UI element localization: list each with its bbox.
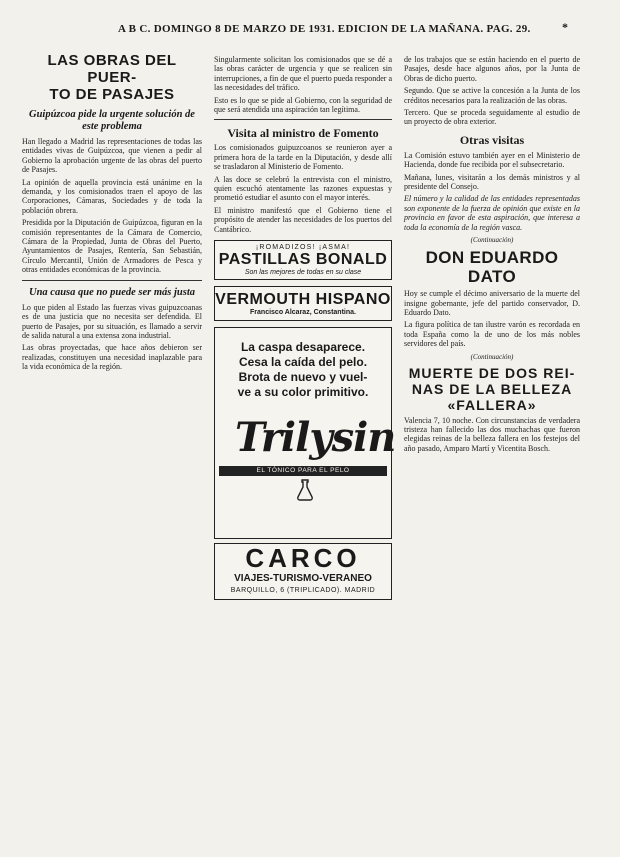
- trilysin-banner: EL TÓNICO PARA EL PELO: [219, 466, 387, 476]
- paragraph: de los trabajos que se están haciendo en el puerto de Pasajes, desde hace algunos años, por la Junta de Obras de dicho puerto.: [404, 55, 580, 83]
- paragraph: Tercero. Que se proceda seguidamente al estudio de un proyecto de obra exterior.: [404, 108, 580, 127]
- paragraph: Lo que piden al Estado las fuerzas vivas guipuzcoanas es de una justicia que no necesita ser defendida. El puerto de Pasajes, por su situación, es llamado a servir de salida natural a una extensa zona industrial.: [22, 302, 202, 340]
- section-signature: (Continuación): [470, 236, 514, 245]
- headline-muerte-line3: «FALLERA»: [447, 396, 537, 413]
- paragraph: Esto es lo que se pide al Gobierno, con la seguridad de que será atendida una aspiración tan legítima.: [214, 95, 392, 115]
- ad-line: VIAJES-TURISMO-VERANEO: [234, 573, 372, 585]
- headline-muerte-line1: MUERTE DE DOS REI-: [408, 364, 576, 381]
- flask-icon: [293, 478, 317, 502]
- column-3: [404, 52, 580, 456]
- ad-line: BARQUILLO, 6 (TRIPLICADO). MADRID: [230, 587, 376, 595]
- ad-line: La caspa desaparece.: [240, 340, 366, 355]
- ad-line: Cesa la caída del pelo.: [238, 355, 368, 370]
- headline-obras-line1: LAS OBRAS DEL PUER-: [47, 52, 177, 86]
- paragraph: Segundo. Que se active la concesión a la Junta de los créditos necesarios para la realización de las obras.: [404, 86, 580, 105]
- ad-line: ¡ROMADIZOS! ¡ASMA!: [255, 244, 351, 252]
- paragraph: La figura política de tan ilustre varón es recordada en toda España como la de uno de los más nobles servidores del país.: [404, 320, 580, 349]
- paragraph: La opinión de aquella provincia está unánime en la demanda, y los comisionados traen el apoyo de las Corporaciones, Cámaras, Sociedades y de toda la población obrera.: [22, 177, 202, 215]
- paragraph: Las obras proyectadas, que hace años debieron ser realizadas, constituyen una necesidad inaplazable para la vida económica de la región.: [22, 343, 202, 372]
- trilysin-logo: Trilysin: [235, 414, 396, 462]
- headline-muerte-line2: NAS DE LA BELLEZA: [411, 380, 573, 397]
- ad-vermouth-hispano: [214, 286, 392, 321]
- paragraph: A las doce se celebró la entrevista con el ministro, quien escuchó atentamente las razones expuestas y prometió estudiar el asunto con el mayor interés.: [214, 174, 392, 203]
- subhead-otras-visitas: Otras visitas: [459, 132, 525, 147]
- ad-trilysin: [214, 327, 396, 539]
- paragraph: Hoy se cumple el décimo aniversario de la muerte del insigne gobernante, jefe del partido conservador, D. Eduardo Dato.: [404, 289, 580, 317]
- ad-carco: [214, 543, 392, 600]
- column-1: [22, 52, 202, 375]
- paragraph: Valencia 7, 10 noche. Con circunstancias de verdadera tristeza han fallecido las dos muchachas que fueron elegidas reinas de la belleza fallera en los festejos del año pasado, Amparo Martí y Vicentita Bosch.: [404, 415, 580, 453]
- headline-dato: DON EDUARDO DATO: [425, 248, 559, 287]
- paragraph: Los comisionados guipuzcoanos se reunieron ayer a primera hora de la tarde en la Diputación, y desde allí se trasladaron al Ministerio de Fomento.: [214, 143, 392, 172]
- ad-line: Son las mejores de todas en su clase: [244, 269, 362, 277]
- section-signature: (Continuación): [470, 352, 514, 361]
- ad-line: Brota de nuevo y vuel-: [238, 370, 368, 385]
- divider: [214, 119, 392, 120]
- ad-line: ve a su color primitivo.: [237, 385, 369, 400]
- subhead-visita: Visita al ministro de Fomento: [227, 126, 379, 141]
- paragraph: La Comisión estuvo también ayer en el Ministerio de Hacienda, donde fue recibida por el subsecretario.: [404, 150, 580, 170]
- corner-mark: *: [562, 20, 568, 34]
- paragraph: El ministro manifestó que el Gobierno tiene el propósito de atender las necesidades de los puertos del Cantábrico.: [214, 205, 392, 234]
- ad-title: PASTILLAS BONALD: [218, 251, 388, 269]
- italic-paragraph: El número y la calidad de las entidades representadas son exponente de la fuerza de opinión que existe en la provincia en favor de esta aspiración, que interesa a toda la economía de la región vasca.: [404, 194, 580, 232]
- headline-obras-line2: TO DE PASAJES: [49, 86, 175, 103]
- masthead: A B C. DOMINGO 8 DE MARZO DE 1931. EDICION DE LA MAÑANA. PAG. 29.: [118, 23, 531, 35]
- ad-title: CARCO: [245, 543, 361, 574]
- ad-title: VERMOUTH HISPANO: [215, 291, 391, 309]
- paragraph: Han llegado a Madrid las representaciones de todas las entidades vivas de Guipúzcoa, que vienen a pedir al Gobierno la aprobación urgente de las obras del puerto de Pasajes.: [22, 137, 202, 175]
- paragraph: Singularmente solicitan los comisionados que se dé a las obras carácter de urgencia y que se realicen sin interrupciones, a fin de que el puerto pueda responder a las necesidades del tráfico.: [214, 55, 392, 93]
- paragraph: Presidida por la Diputación de Guipúzcoa, figuran en la comisión representantes de la Cámara de Comercio, Cámara de la Propiedad, Junta de Obras del Puerto, Ayuntamientos de Pasajes, Rentería, San Sebastián, Círculo Mercantil, Unión de Armadores de Pesca y otras entidades económicas de la provincia.: [22, 218, 202, 275]
- subhead-causa: Una causa que no puede ser más justa: [29, 286, 195, 298]
- divider: [22, 280, 202, 281]
- paragraph: Mañana, lunes, visitarán a los demás ministros y al presidente del Consejo.: [404, 172, 580, 192]
- ad-line: Francisco Alcaraz, Constantina.: [250, 309, 356, 317]
- subhead-guipuzcoa: Guipúzcoa pide la urgente solución de este problema: [29, 109, 195, 132]
- column-2: [214, 52, 396, 600]
- ad-pastillas-bonald: [214, 240, 392, 280]
